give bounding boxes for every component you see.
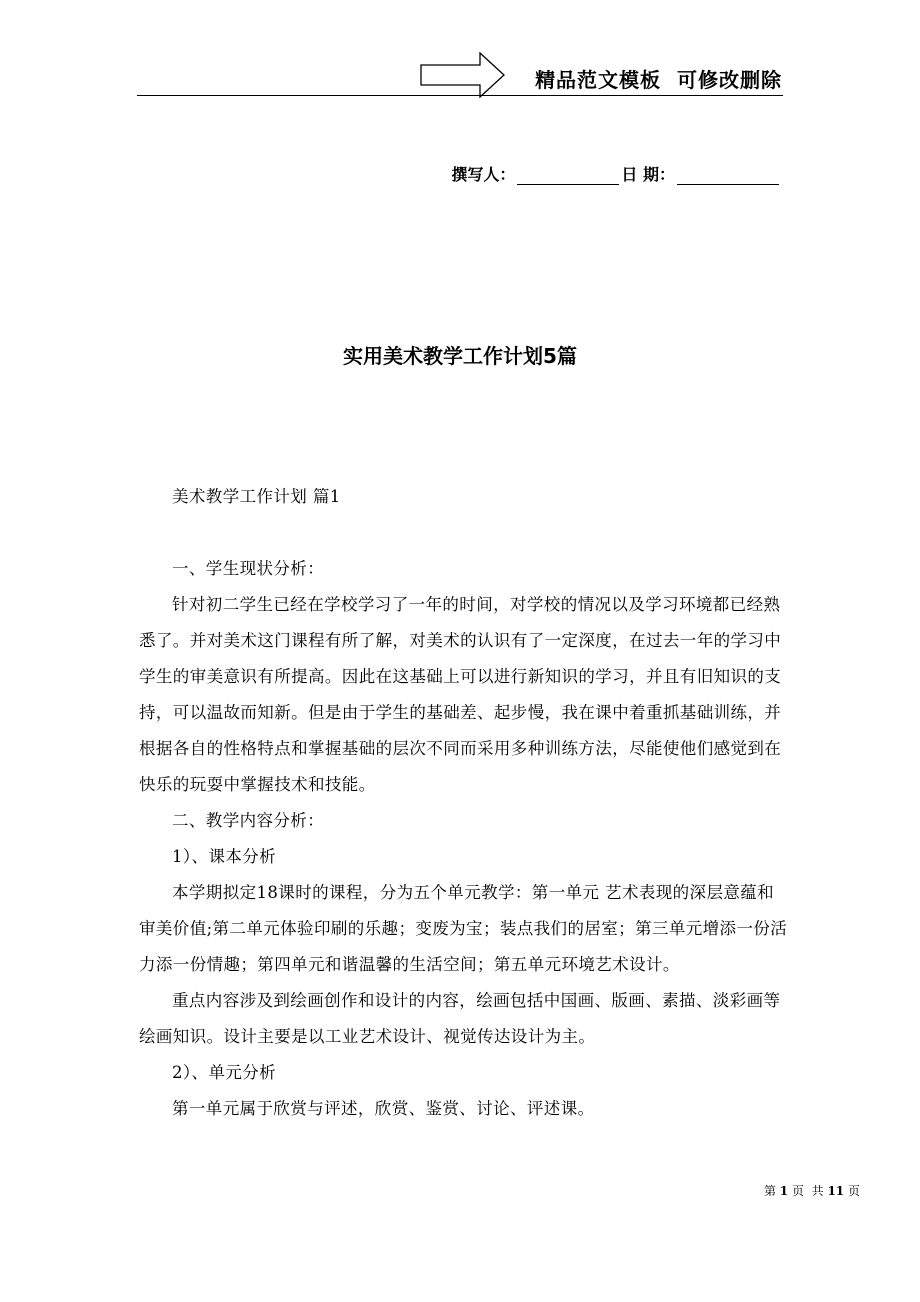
subheading: 2）、单元分析	[172, 1063, 277, 1082]
document-title: 实用美术教学工作计划5篇	[343, 344, 577, 368]
author-blank	[517, 167, 619, 185]
header-tag: 精品范文模板 可修改删除	[535, 68, 782, 92]
author-label: 撰写人：	[451, 165, 516, 184]
paragraph: 第一单元属于欣赏与评述，欣赏、鉴赏、讨论、评述课。	[172, 1099, 595, 1118]
header-divider	[137, 95, 783, 96]
document-body	[139, 479, 789, 1127]
date-blank	[677, 167, 779, 185]
arrow-right-icon	[420, 52, 506, 98]
blank-line	[139, 515, 789, 551]
subheading: 二、教学内容分析：	[172, 811, 325, 830]
page-suffix: 页	[847, 1184, 860, 1198]
page-total: 11	[827, 1184, 845, 1198]
page-prefix: 第	[763, 1184, 776, 1198]
subheading: 一、学生现状分析：	[172, 559, 325, 578]
subheading: 1）、课本分析	[172, 847, 277, 866]
paragraph: 重点内容涉及到绘画创作和设计的内容，绘画包括中国画、版画、素描、淡彩画等绘画知识。设计主要是以工业艺术设计、视觉传达设计为主。	[139, 991, 781, 1046]
section-heading: 美术教学工作计划 篇1	[172, 487, 341, 506]
page-number	[764, 1182, 860, 1199]
date-label: 日 期：	[621, 165, 675, 184]
author-date-line	[451, 162, 781, 185]
paragraph: 针对初二学生已经在学校学习了一年的时间，对学校的情况以及学习环境都已经熟悉了。并对美术这门课程有所了解，对美术的认识有了一定深度，在过去一年的学习中学生的审美意识有所提高。因此在这基础上可以进行新知识的学习，并且有旧知识的支持，可以温故而知新。但是由于学生的基础差、起步慢，我在课中着重抓基础训练，并根据各自的性格特点和掌握基础的层次不同而采用多种训练方法，尽能使他们感觉到在快乐的玩耍中掌握技术和技能。	[139, 595, 782, 794]
paragraph: 本学期拟定18课时的课程，分为五个单元教学：第一单元 艺术表现的深层意蕴和审美价值;第二单元体验印刷的乐趣；变废为宝；装点我们的居室；第三单元增添一份活力添一份情趣；第四单元和谐温馨的生活空间；第五单元环境艺术设计。	[139, 883, 788, 974]
page-current: 1	[779, 1184, 789, 1198]
page-mid: 页 共	[791, 1184, 824, 1198]
